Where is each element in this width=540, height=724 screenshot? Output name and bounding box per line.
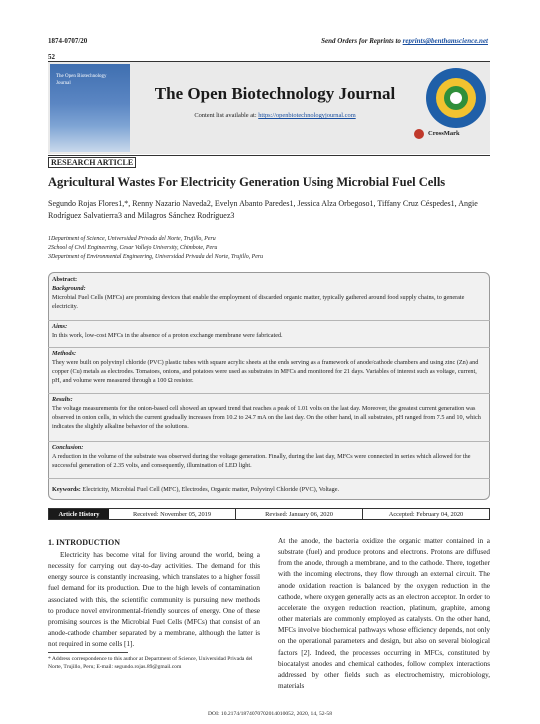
abstract-background: Microbial Fuel Cells (MFCs) are promising devices that enable the employment of discarded organic matter, typically gathered around food supply chains, to generate electricity. [52, 293, 465, 310]
article-history-bar [48, 508, 490, 520]
keywords: Keywords: Electricity, Microbial Fuel Cell (MFC), Electrodes, Organic matter, Polyvinyl Chloride (PVC), Voltage. [52, 486, 340, 493]
cover-title: The Open Biotechnology Journal [56, 74, 107, 86]
abstract-conclusion: Conclusion: A reduction in the volume of the substrate was observed during the voltage generation. Finally, during the last day, MFCs were connected in series which allowed for the successful generation of 2.35 volts, and consequently, illumination of LED light. [52, 444, 471, 469]
paper-title: Agricultural Wastes For Electricity Generation Using Microbial Fuel Cells [48, 175, 446, 189]
accepted-date: Accepted: February 04, 2020 [388, 511, 464, 518]
abstract-methods: Methods: They were built on polyvinyl chloride (PVC) plastic tubes with square acrylic sheets at the ends serving as a framework of anode/cathode chambers and using zinc (Zn) and copper (Cu) metals as electrodes. Tomatoes, onions, and potatoes were used as substrates in MFCs and monitored for 21 days. Variables of interest such as voltage, current, pH, and volume were measured through a 100 Ω resistor. [52, 350, 479, 384]
affiliation-1: 1Department of Science, Universidad Privada del Norte, Trujillo, Peru [48, 236, 216, 242]
affiliation-2: 2School of Civil Engineering, Cesar Vallejo University, Chimbote, Peru [48, 245, 218, 252]
intro-paragraph-left: Electricity has become vital for living around the world, being a necessity for carrying out day-to-day activities. The demand for this energy source is constantly increasing, which translates to a higher fossil fuel demand for its production. Due to the high levels of contamination associated with this, the scientific community is pursuing new methods to produce novel environmental-friendly sources of energy. One of these promising sources is the Microbial Fuel Cells (MFCs) that consist of an anode-cathode chamber separated by a membrane, although the latter is not required in some cells [1]. [48, 551, 260, 649]
content-list: Content list available at: https://openbiotechnologyjournal.com [194, 112, 356, 119]
abstract-aims: Aims: In this work, low-cost MFCs in the absence of a proton exchange membrane were fabricated. [52, 323, 283, 339]
abstract-heading: Abstract: Background: Microbial Fuel Cells (MFCs) are promising devices that enable the employment of discarded organic matter, typically gathered around food supply chains, to generate electricity. [52, 276, 486, 312]
journal-title: The Open Biotechnology Journal [154, 84, 396, 103]
crossmark-label[interactable]: CrossMark [428, 130, 460, 137]
abstract-results: Results: The voltage measurements for the onion-based cell showed an upward trend that reaches a peak of 1.01 volts on the last day. Moreover, the greatest current generation was observed in onion cells, in which the current gradually increases from 10.2 to 24.7 mA on the last day. On the other hand, in all substrates, pH ranged from 7.5 and 10, which indicates the slightly alkaline behavior of the solutions. [52, 396, 481, 430]
abstract-divider [48, 347, 490, 348]
doi-line: DOI: 10.2174/1874070702014010052, 2020, 14, 52-58 [208, 711, 332, 717]
abstract-divider [48, 393, 490, 394]
revised-date: Revised: January 06, 2020 [265, 511, 333, 518]
history-label: Article History [49, 509, 109, 519]
affiliations [48, 235, 490, 262]
author-list: Segundo Rojas Flores1,*, Renny Nazario Naveda2, Evelyn Abanto Paredes1, Jessica Alza Orbegoso1, Tiffany Cruz Céspedes1, Angie Rodríguez Salvatierra3 and Milagros Sánchez Rodríguez3 [48, 199, 478, 220]
intro-paragraph-right: At the anode, the bacteria oxidize the organic matter contained in a substrate (fuel) and produce protons and electrons. Protons are diffused from the anode, through a membrane, and to the cathode. There, together with the incoming electrons, they flow through an external circuit. The anode oxidation reaction is balanced by the oxygen reduction in the cathode, where oxygen generally acts as an electron acceptor. In order to accelerate the oxygen reduction reaction, platinum, graphite, among other materials are commonly employed as catalysts. On the other hand, MFCs involve biochemical pathways whose efficiency depends, not only on the operational parameters and design, but also on several biological factors [2]. Indeed, the processes occurring in MFCs, constituted by biocatalyst anodes and chemical cathodes, follow complex interactions addressed by other fields such as electrochemistry, microbiology, materials [278, 537, 490, 691]
crossmark-icon[interactable] [414, 129, 424, 139]
reprints-note: Send Orders for Reprints to reprints@benthamscience.net [321, 37, 488, 45]
abstract-divider [48, 441, 490, 442]
affiliation-3: 3Department of Environmental Engineering, Universidad Privada del Norte, Trujillo, Peru [48, 254, 264, 261]
footnote-rule [48, 652, 128, 653]
article-type: RESEARCH ARTICLE [48, 157, 136, 168]
received-date: Received: November 05, 2019 [132, 511, 212, 518]
reprints-email-link[interactable]: reprints@benthamscience.net [402, 37, 488, 45]
issn: 1874-0707/20 [48, 37, 88, 45]
page-number: 52 [48, 53, 55, 61]
journal-url-link[interactable]: https://openbiotechnologyjournal.com [258, 112, 356, 119]
abstract-divider [48, 320, 490, 321]
section-heading: 1. INTRODUCTION [48, 538, 121, 547]
abstract-divider [48, 478, 490, 479]
correspondence-footnote: * Address correspondence to this author at Department of Science, Universidad Privada del Norte, Trujillo, Peru; E-mail: segundo.rojas.89@gmail.com [48, 656, 253, 671]
banner-rule [48, 155, 490, 156]
journal-seal-logo [424, 66, 488, 130]
